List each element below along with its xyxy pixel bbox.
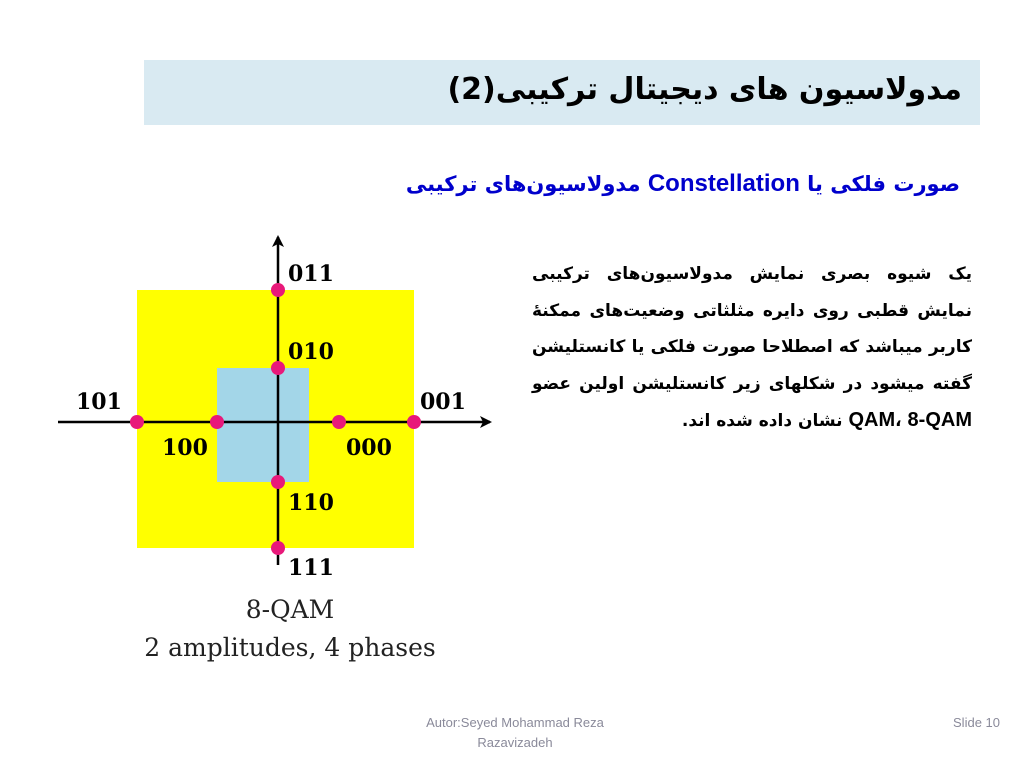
label-101: 101 [76,389,122,415]
body-sep: ، [895,411,908,431]
label-111: 111 [288,555,334,581]
point-111 [271,541,285,555]
label-110: 110 [288,490,334,516]
footer-author [380,713,650,753]
point-011 [271,283,285,297]
point-101 [130,415,144,429]
label-100: 100 [162,435,208,461]
label-010: 010 [288,339,334,365]
subtitle-latin: Constellation [647,170,800,197]
title-bar [144,60,980,125]
body-paragraph [532,256,972,440]
body-latin1: QAM [848,409,896,431]
subtitle-suffix: مدولاسیون‌های ترکیبی [405,172,648,196]
point-110 [271,475,285,489]
label-001: 001 [420,389,466,415]
point-010 [271,361,285,375]
slide-number: Slide 10 [953,715,1000,730]
point-000 [332,415,346,429]
body-part1: یک شیوه بصری نمایش مدولاسیون‌های ترکیبی نمایش قطبی روی دایره مثلثاتی وضعیت‌های ممکنۀ کاربر میباشد که اصطلاحا صورت فلکی یا کانستلیشن گفته میشود در شکلهای زیر کانستلیشن اولین عضو [532,264,972,394]
slide-subtitle [406,170,960,198]
body-latin2: 8-QAM [907,409,972,431]
caption-detail: 2 amplitudes, 4 phases [144,633,436,662]
label-000: 000 [346,435,392,461]
subtitle-prefix: صورت فلکی یا [799,172,960,196]
author-line1: Autor:Seyed Mohammad Reza [426,715,604,730]
slide-title: مدولاسیون های دیجیتال ترکیبی(2) [447,72,962,107]
point-001 [407,415,421,429]
label-011: 011 [288,261,334,287]
author-line2: Razavizadeh [477,735,553,750]
point-100 [210,415,224,429]
constellation-diagram [50,225,510,665]
caption-type: 8-QAM [245,595,335,624]
body-part2: نشان داده شده اند. [681,411,849,431]
inner-square [217,368,309,482]
